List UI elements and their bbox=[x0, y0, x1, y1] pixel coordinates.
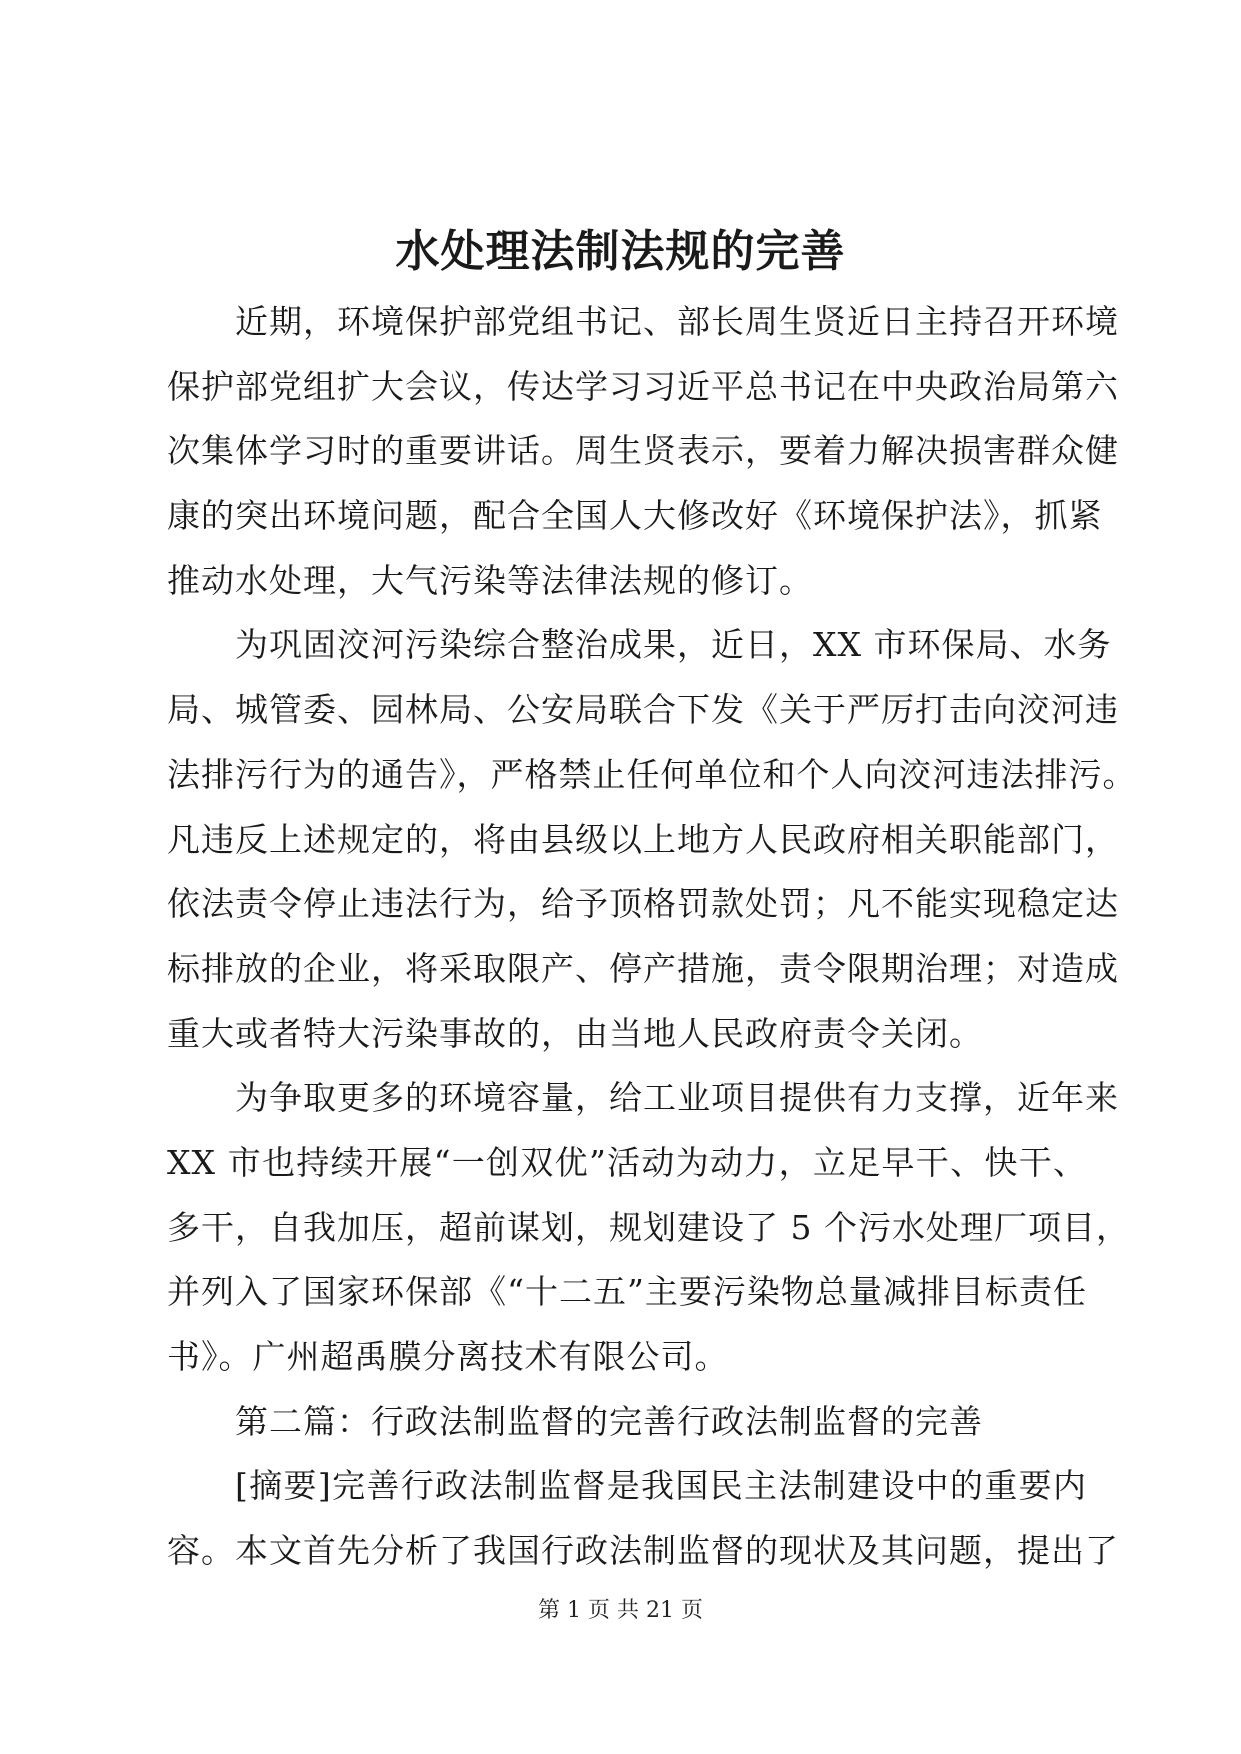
text-line: 第二篇：行政法制监督的完善行政法制监督的完善 bbox=[235, 1401, 983, 1441]
text-line: 推动水处理，大气污染等法律法规的修订。 bbox=[167, 560, 813, 600]
text-line: XX 市也持续开展“一创双优”活动为动力，立足早干、快干、 bbox=[167, 1142, 1087, 1182]
text-line: 法排污行为的通告》，严格禁止任何单位和个人向洨河违法排污。 bbox=[167, 754, 1137, 794]
text-line: 容。本文首先分析了我国行政法制监督的现状及其问题，提出了 bbox=[167, 1531, 1119, 1571]
text-line: 并列入了国家环保部《“十二五”主要污染物总量减排目标责任 bbox=[167, 1272, 1087, 1312]
text-line: 书》。广州超禹膜分离技术有限公司。 bbox=[167, 1337, 729, 1376]
paragraph bbox=[167, 290, 1119, 613]
text-line: 次集体学习时的重要讲话。周生贤表示，要着力解决损害群众健 bbox=[167, 431, 1119, 471]
text-line: 近期，环境保护部党组书记、部长周生贤近日主持召开环境 bbox=[235, 302, 1119, 341]
page-footer: 第 1 页 共 21 页 bbox=[538, 1598, 703, 1623]
text-line: 保护部党组扩大会议，传达学习习近平总书记在中央政治局第六 bbox=[167, 366, 1119, 406]
paragraph bbox=[167, 613, 1137, 1066]
text-line: 多干，自我加压，超前谋划，规划建设了 5 个污水处理厂项目， bbox=[167, 1207, 1130, 1247]
text-line: 康的突出环境问题，配合全国人大修改好《环境保护法》，抓紧 bbox=[167, 496, 1103, 536]
paragraph bbox=[167, 1454, 1119, 1583]
text-line: 局、城管委、园林局、公安局联合下发《关于严厉打击向洨河违 bbox=[167, 690, 1119, 730]
text-line: 重大或者特大污染事故的，由当地人民政府责令关闭。 bbox=[167, 1013, 983, 1053]
text-line: 为巩固洨河污染综合整治成果，近日，XX 市环保局、水务 bbox=[235, 625, 1112, 665]
paragraph bbox=[167, 1390, 1087, 1455]
document-body bbox=[167, 290, 1137, 1584]
text-line: 标排放的企业，将采取限产、停产措施，责令限期治理；对造成 bbox=[167, 948, 1119, 988]
text-line: 依法责令停止违法行为，给予顶格罚款处罚；凡不能实现稳定达 bbox=[167, 884, 1119, 924]
text-line: 为争取更多的环境容量，给工业项目提供有力支撑，近年来 bbox=[235, 1078, 1119, 1118]
page-title: 水处理法制法规的完善 bbox=[395, 226, 846, 277]
paragraph bbox=[167, 1066, 1130, 1389]
text-line: 凡违反上述规定的，将由县级以上地方人民政府相关职能部门， bbox=[167, 819, 1119, 859]
text-line: [摘要]完善行政法制监督是我国民主法制建设中的重要内 bbox=[235, 1466, 1087, 1506]
